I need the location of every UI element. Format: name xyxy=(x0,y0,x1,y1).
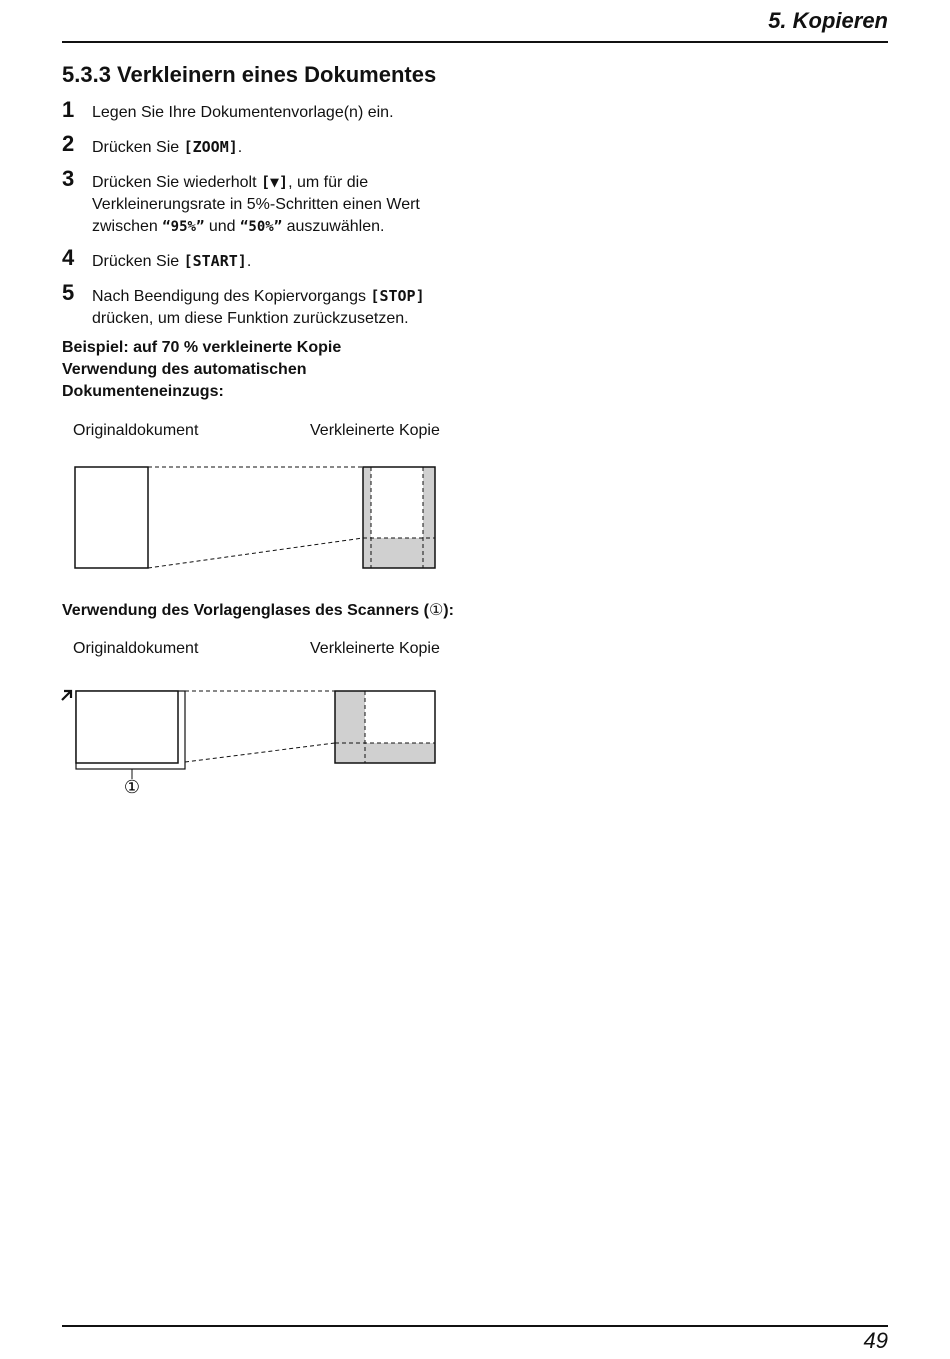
zoom-key: [ZOOM] xyxy=(183,138,238,156)
example-line: Verwendung des automatischen xyxy=(62,361,307,378)
example-line: Dokumenteneinzugs: xyxy=(62,383,224,400)
scanner-heading-text: ): xyxy=(443,602,454,619)
scanner-original-label: Originaldokument xyxy=(73,640,199,657)
step-number: 2 xyxy=(62,131,75,156)
step-text: Drücken Sie wiederholt xyxy=(92,174,261,191)
scanner-heading-text: Verwendung des Vorlagenglases des Scanners ( xyxy=(62,602,429,619)
adf-reduced-label: Verkleinerte Kopie xyxy=(310,422,440,439)
callout-mark: ① xyxy=(428,602,444,619)
step-number: 1 xyxy=(62,97,75,122)
projection-line xyxy=(148,538,363,568)
section-title: 5.3.3 Verkleinern eines Dokumentes xyxy=(62,62,437,87)
adf-diagram xyxy=(75,467,435,568)
original-document-sheet xyxy=(75,467,148,568)
callout-label: ① xyxy=(123,777,141,798)
value-50: “50%” xyxy=(240,219,283,235)
page-number: 49 xyxy=(863,1328,888,1353)
example-line: Beispiel: auf 70 % verkleinerte Kopie xyxy=(62,339,342,356)
step-text: . xyxy=(246,253,252,270)
step-text: Drücken Sie xyxy=(92,139,184,156)
original-document-sheet xyxy=(76,691,178,763)
step-text: , um für die Verkleinerungsrate in 5%-Schritten einen Wert zwischen xyxy=(92,174,420,235)
scanner-reduced-label: Verkleinerte Kopie xyxy=(310,640,440,657)
step-text: auszuwählen. xyxy=(282,218,385,235)
value-95: “95%” xyxy=(162,219,205,235)
footer-rule xyxy=(62,1325,888,1327)
step-number: 3 xyxy=(62,166,75,191)
step-text: und xyxy=(204,218,240,235)
down-key: [▼] xyxy=(260,173,289,191)
step-text: Legen Sie Ihre Dokumentenvorlage(n) ein. xyxy=(92,104,394,121)
step-number: 4 xyxy=(62,245,75,270)
reduced-copy-image-area xyxy=(371,467,423,538)
corner-arrow-icon xyxy=(62,691,71,700)
scanner-diagram xyxy=(62,691,435,798)
step-text: Nach Beendigung des Kopiervorgangs xyxy=(92,288,371,305)
chapter-title: 5. Kopieren xyxy=(768,8,888,33)
step-number: 5 xyxy=(62,280,75,305)
step-text: . xyxy=(237,139,243,156)
start-key: [START] xyxy=(183,252,247,270)
adf-original-label: Originaldokument xyxy=(73,422,199,439)
stop-key: [STOP] xyxy=(370,287,425,305)
projection-line xyxy=(185,743,335,762)
reduced-copy-image-area xyxy=(365,691,435,743)
step-text: Drücken Sie xyxy=(92,253,184,270)
step-text: drücken, um diese Funktion zurückzusetzen. xyxy=(92,310,409,327)
